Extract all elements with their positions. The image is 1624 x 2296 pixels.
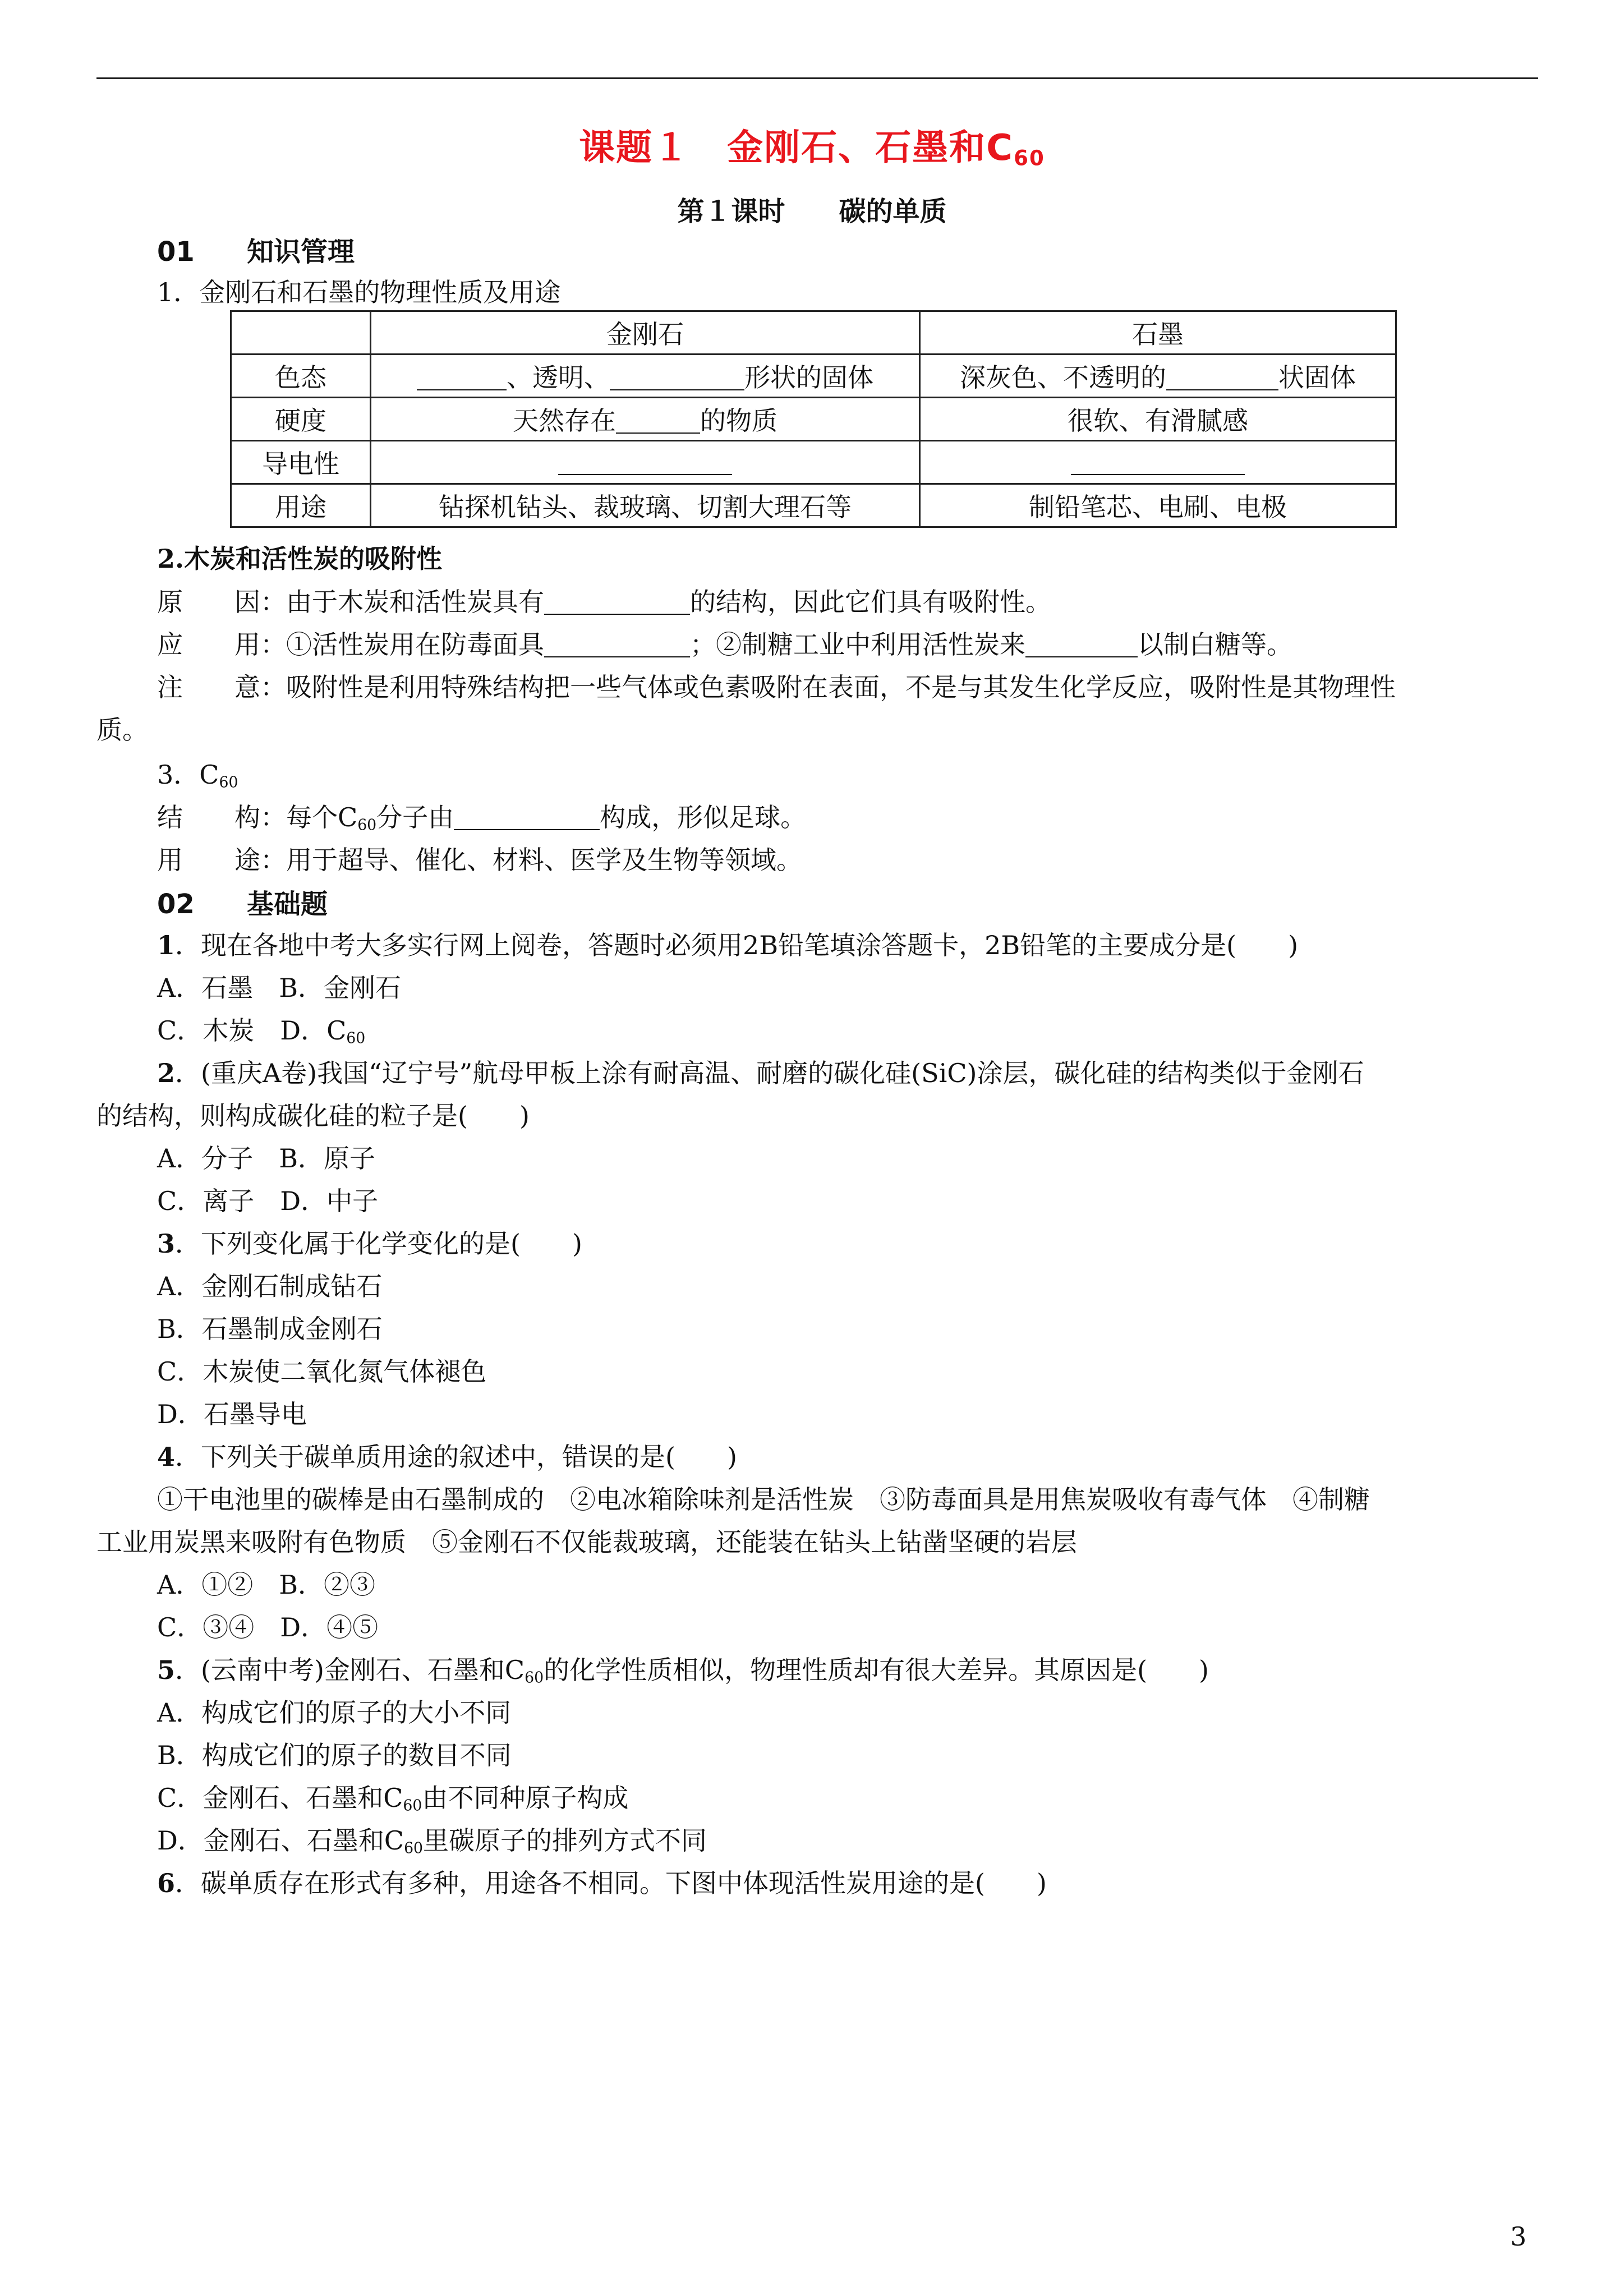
q5-option-c: C．金刚石、石墨和$C_{60}$由不同种原子构成 — [157, 1783, 629, 1815]
table-row — [231, 484, 1396, 527]
answer-blank[interactable] — [616, 407, 700, 434]
k2-note-cont: 质。 — [96, 715, 148, 745]
q3-option-b: B．石墨制成金刚石 — [157, 1314, 383, 1344]
k1-heading: 1．金刚石和石墨的物理性质及用途 — [157, 277, 561, 307]
q2-options-cd: C．离子 D．中子 — [157, 1186, 379, 1216]
q2-options-ab: A．分子 B．原子 — [157, 1143, 376, 1174]
q4-statements-cont: 工业用炭黑来吸附有色物质 ⑤金刚石不仅能裁玻璃，还能装在钻头上钻凿坚硬的岩层 — [96, 1527, 1077, 1557]
k2-heading: 2.木炭和活性炭的吸附性 — [157, 544, 443, 574]
k3-structure: 结 构：每个$C_{60}$分子由 构成，形似足球。 — [157, 802, 807, 834]
table-cell — [920, 441, 1396, 484]
q5-option-a: A．构成它们的原子的大小不同 — [157, 1697, 512, 1728]
answer-blank[interactable] — [610, 364, 744, 390]
table-row — [231, 398, 1396, 441]
table-cell — [371, 441, 920, 484]
q1-options-ab: A．石墨 B．金刚石 — [157, 973, 402, 1003]
q3-option-a: A．金刚石制成钻石 — [157, 1271, 383, 1301]
question-5: 5．(云南中考)金刚石、石墨和$C_{60}$的化学性质相似，物理性质却有很大差异。其原因是( ) — [157, 1655, 1209, 1687]
section-heading-knowledge: 01 知识管理 — [157, 236, 355, 268]
k2-note: 注 意：吸附性是利用特殊结构把一些气体或色素吸附在表面，不是与其发生化学反应，吸附性是其物理性 — [157, 672, 1396, 702]
question-2: 2．(重庆A卷)我国“辽宁号”航母甲板上涂有耐高温、耐磨的碳化硅(SiC)涂层，碳化硅的结构类似于金刚石 — [157, 1058, 1364, 1088]
properties-table — [230, 310, 1397, 528]
table-cell: 深灰色、不透明的 状固体 — [920, 355, 1396, 398]
top-rule — [96, 77, 1538, 79]
lesson-subtitle: 第１课时 碳的单质 — [677, 196, 947, 227]
table-cell: 很软、有滑腻感 — [920, 398, 1396, 441]
table-cell: 制铅笔芯、电刷、电极 — [920, 484, 1396, 527]
q4-options-cd: C．③④ D．④⑤ — [157, 1612, 379, 1642]
question-1: 1．现在各地中考大多实行网上阅卷，答题时必须用2B铅笔填涂答题卡，2B铅笔的主要成分是( ) — [157, 930, 1299, 960]
answer-blank[interactable] — [454, 803, 600, 830]
answer-blank[interactable] — [1025, 631, 1138, 657]
row-label: 色态 — [231, 355, 371, 398]
question-2-cont: 的结构，则构成碳化硅的粒子是( ) — [96, 1101, 530, 1131]
answer-blank[interactable] — [417, 364, 507, 390]
q3-option-d: D．石墨导电 — [157, 1399, 307, 1429]
row-label: 硬度 — [231, 398, 371, 441]
answer-blank[interactable] — [544, 588, 690, 615]
row-label: 用途 — [231, 484, 371, 527]
q3-option-c: C．木炭使二氧化氮气体褪色 — [157, 1356, 487, 1387]
k3-heading: 3．$C_{60}$ — [157, 760, 238, 792]
table-row — [231, 441, 1396, 484]
question-6: 6．碳单质存在形式有多种，用途各不相同。下图中体现活性炭用途的是( ) — [157, 1868, 1047, 1898]
k2-reason: 原 因：由于木炭和活性炭具有 的结构，因此它们具有吸附性。 — [157, 587, 1051, 617]
k3-use: 用 途：用于超导、催化、材料、医学及生物等领域。 — [157, 845, 802, 875]
q1-options-cd: C．木炭 D．$C_{60}$ — [157, 1015, 366, 1047]
table-row — [231, 311, 1396, 355]
q4-options-ab: A．①② B．②③ — [157, 1570, 376, 1600]
table-cell: 钻探机钻头、裁玻璃、切割大理石等 — [371, 484, 920, 527]
table-header-diamond: 金刚石 — [371, 311, 920, 355]
table-row — [231, 355, 1396, 398]
section-heading-basic: 02 基础题 — [157, 889, 328, 920]
q5-option-b: B．构成它们的原子的数目不同 — [157, 1740, 512, 1770]
q5-option-d: D．金刚石、石墨和$C_{60}$里碳原子的排列方式不同 — [157, 1825, 707, 1857]
q4-statements: ①干电池里的碳棒是由石墨制成的 ②电冰箱除味剂是活性炭 ③防毒面具是用焦炭吸收有毒气体 ④制糖 — [157, 1484, 1370, 1515]
answer-blank[interactable] — [1071, 448, 1245, 475]
question-3: 3．下列变化属于化学变化的是( ) — [157, 1228, 582, 1259]
page-number: 3 — [1510, 2221, 1527, 2252]
table-cell: 天然存在 的物质 — [371, 398, 920, 441]
row-label: 导电性 — [231, 441, 371, 484]
table-cell — [231, 311, 371, 355]
k2-use: 应 用：①活性炭用在防毒面具 ；②制糖工业中利用活性炭来 以制白糖等。 — [157, 629, 1292, 660]
question-4: 4．下列关于碳单质用途的叙述中，错误的是( ) — [157, 1442, 737, 1472]
table-cell: 、透明、 形状的固体 — [371, 355, 920, 398]
answer-blank[interactable] — [558, 448, 732, 475]
lesson-title: 课题１ 金刚石、石墨和$C_{60}$ — [579, 127, 1045, 171]
answer-blank[interactable] — [544, 631, 690, 657]
table-header-graphite: 石墨 — [920, 311, 1396, 355]
answer-blank[interactable] — [1166, 364, 1278, 390]
